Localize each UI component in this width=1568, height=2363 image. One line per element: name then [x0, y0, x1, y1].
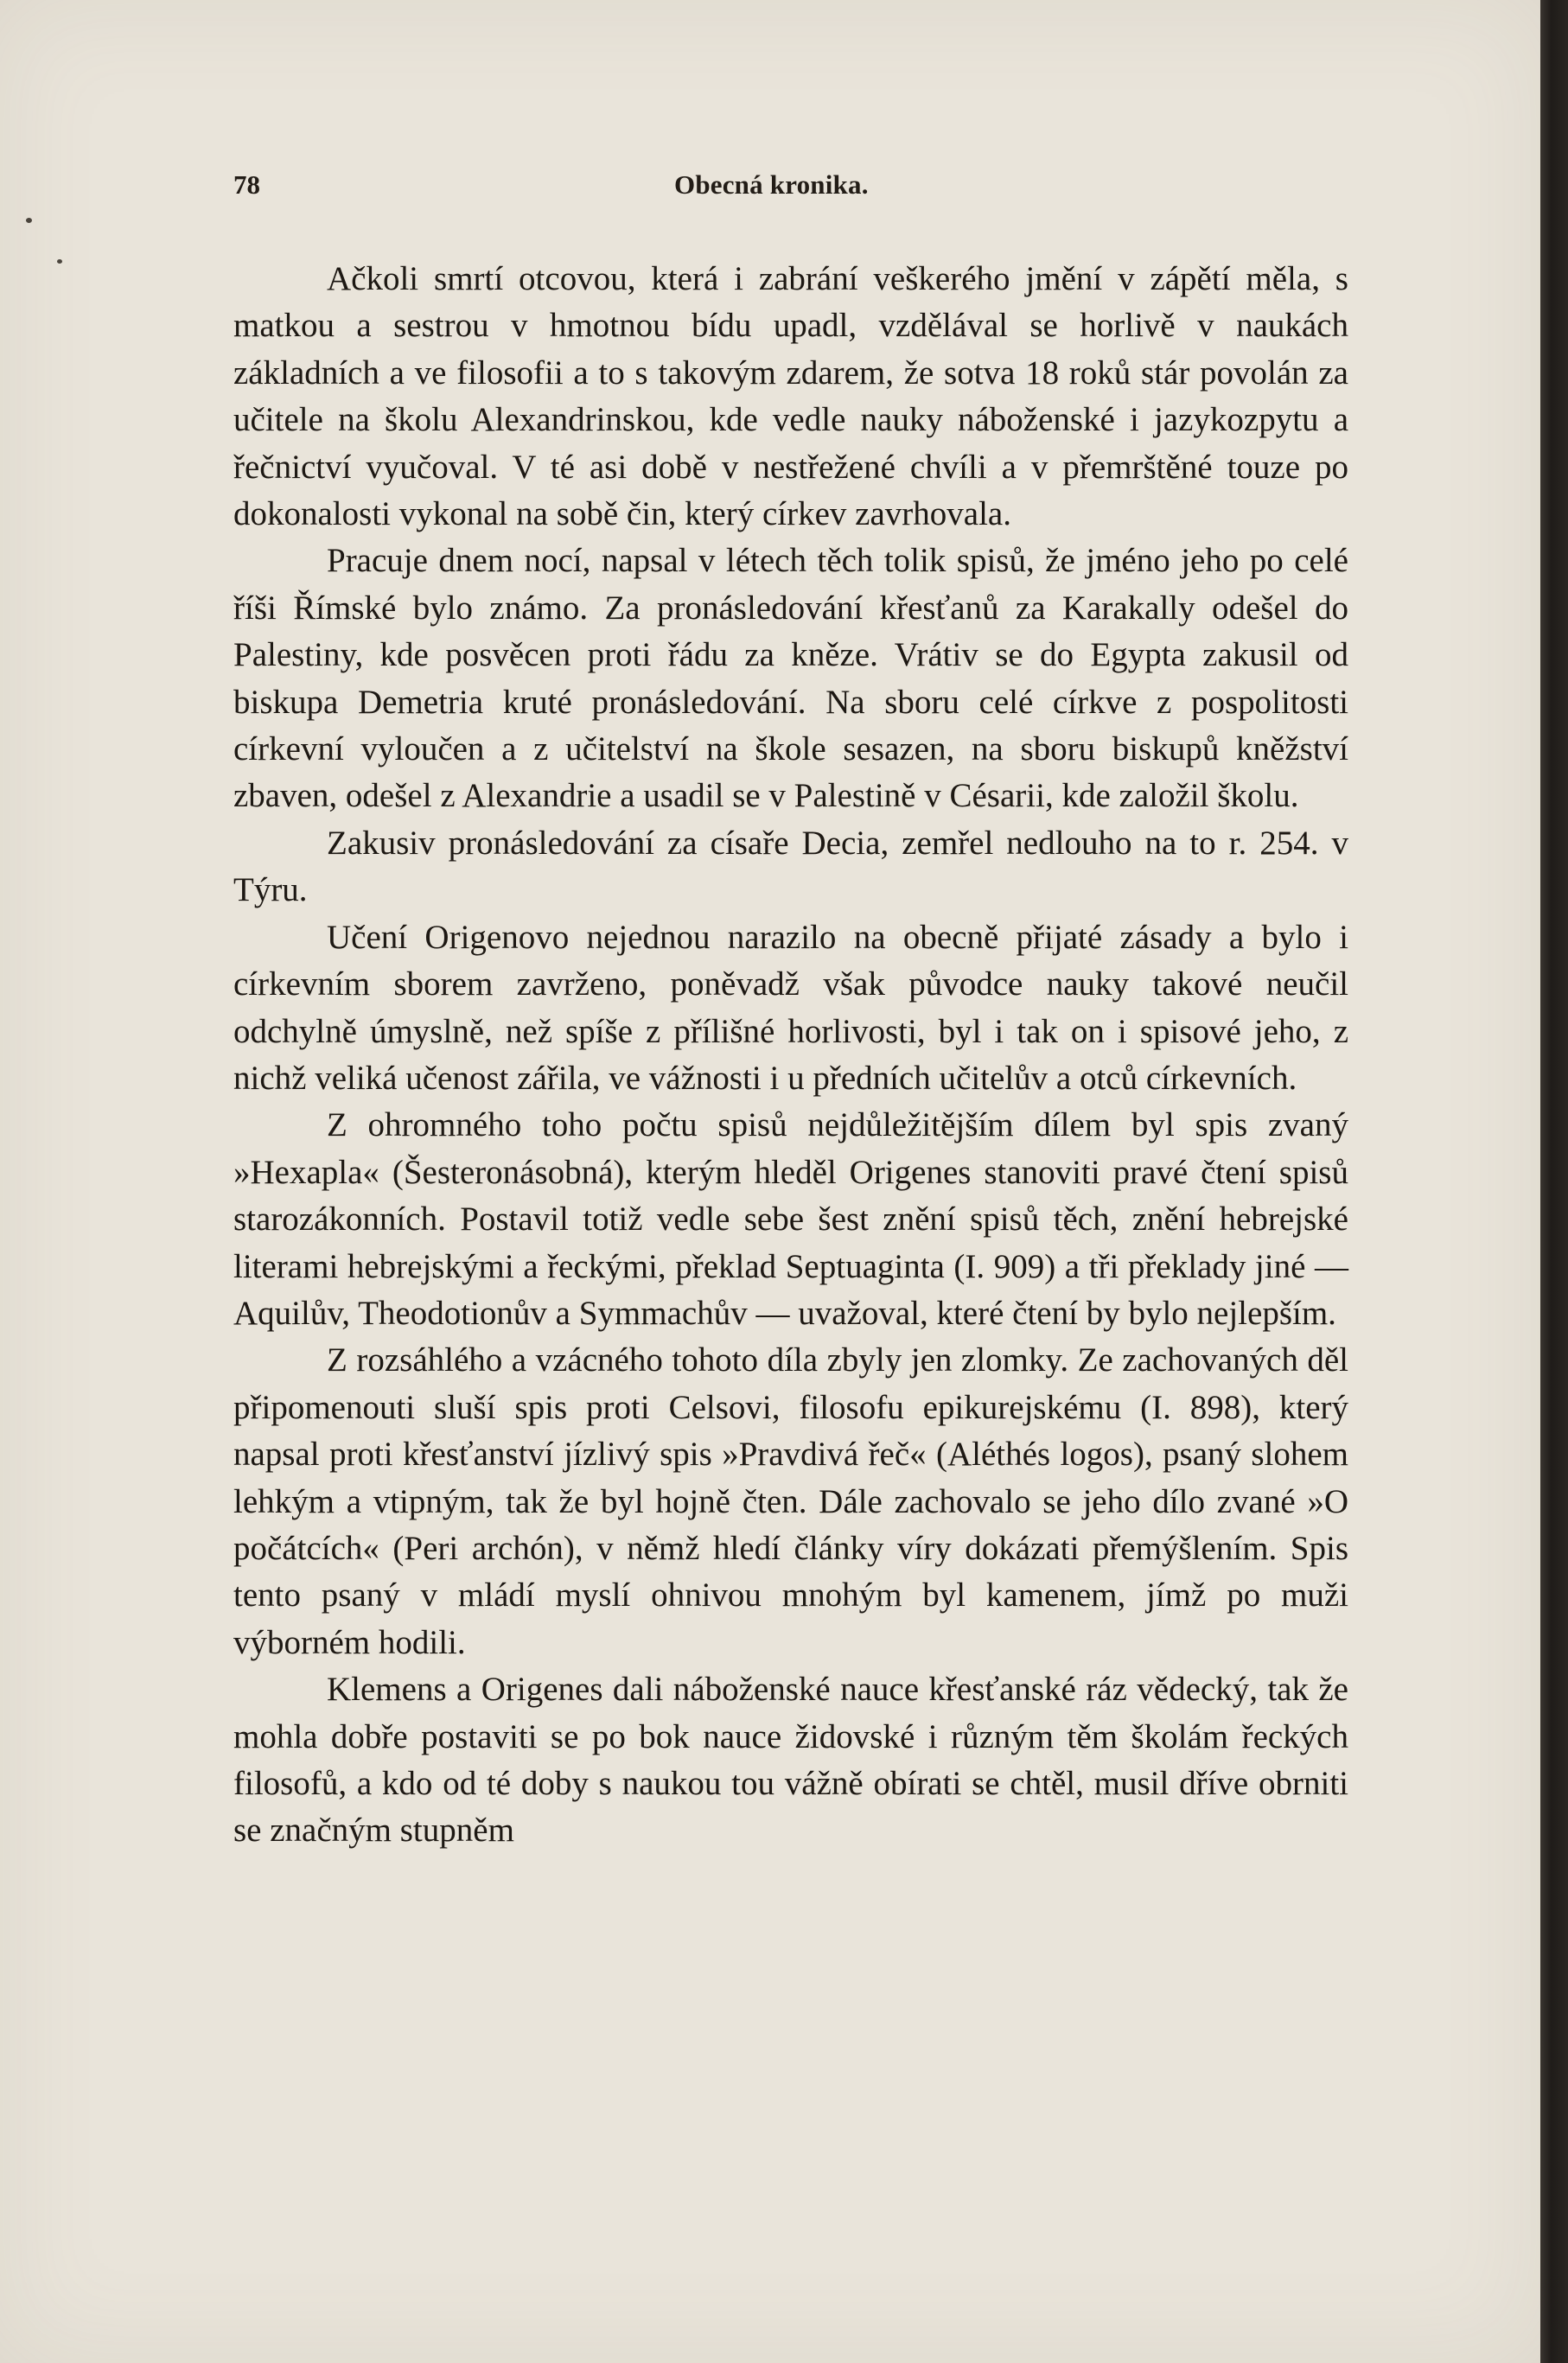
page-header: [233, 169, 1348, 207]
paragraph-1: Ačkoli smrtí otcovou, která i zabrání veškerého jmění v zápětí měla, s matkou a sestrou v hmotnou bídu upadl, vzdělával se horlivě v naukách základních a ve filosofii a to s takovým zdarem, že sotva 18 roků stár povolán za učitele na školu Alexandrinskou, kde vedle nauky náboženské i jazykozpytu a řečnictví vyučoval. V té asi době v nestřežené chvíli a v přemrštěné touze po dokonalosti vykonal na sobě čin, který církev zavrhovala.: [233, 260, 1348, 533]
paper-speck: [26, 218, 32, 223]
running-title: Obecná kronika.: [674, 169, 869, 200]
paragraph-3: Zakusiv pronásledování za císaře Decia, zemřel nedlouho na to r. 254. v Týru.: [233, 824, 1348, 909]
paragraph-2: Pracuje dnem nocí, napsal v létech těch tolik spisů, že jméno jeho po celé říši Římské bylo známo. Za pronásledování křesťanů za Karakally odešel do Palestiny, kde posvěcen proti řádu za kněze. Vrátiv se do Egypta zakusil od biskupa Demetria kruté pronásledování. Na sboru celé církve z pospolitosti církevní vyloučen a z učitelství na škole sesazen, na sboru biskupů kněžství zbaven, odešel z Alexandrie a usadil se v Palestině v Césarii, kde založil školu.: [233, 542, 1348, 815]
paragraph-4: Učení Origenovo nejednou narazilo na obecně přijaté zásady a bylo i církevním sborem zavrženo, poněvadž však původce nauky takové neučil odchylně úmyslně, než spíše z přílišné horlivosti, byl i tak on i spisové jeho, z nichž veliká učenost zářila, ve vážnosti i u předních učitelův a otců církevních.: [233, 918, 1348, 1097]
paragraph-6: Z rozsáhlého a vzácného tohoto díla zbyly jen zlomky. Ze zachovaných děl připomenouti sluší spis proti Celsovi, filosofu epikurejskému (I. 898), který napsal proti křesťanství jízlivý spis »Pravdivá řeč« (Aléthés logos), psaný slohem lehkým a vtipným, tak že byl hojně čten. Dále zachovalo se jeho dílo zvané »O počátcích« (Peri archón), v němž hledí články víry dokázati přemýšlením. Spis tento psaný v mládí myslí ohnivou mnohým byl kamenem, jímž po muži výborném hodili.: [233, 1341, 1348, 1661]
page-number: 78: [233, 169, 260, 200]
page-edge-shadow: [1540, 0, 1568, 2363]
paragraph-5: Z ohromného toho počtu spisů nejdůležitějším dílem byl spis zvaný »Hexapla« (Šesteronásobná), kterým hleděl Origenes stanoviti pravé čtení spisů starozákonních. Postavil totiž vedle sebe šest znění spisů těch, znění hebrejské literami hebrejskými a řeckými, překlad Septuaginta (I. 909) a tři překlady jiné — Aquilův, Theodotionův a Symmachův — uvažoval, které čtení by bylo nejlepším.: [233, 1106, 1348, 1332]
paragraph-7: Klemens a Origenes dali náboženské nauce křesťanské ráz vědecký, tak že mohla dobře postaviti se po bok nauce židovské i různým těm školám řeckých filosofů, a kdo od té doby s naukou tou vážně obírati se chtěl, musil dříve obrniti se značným stupněm: [233, 1671, 1348, 1850]
body-text: [233, 256, 1348, 1855]
paper-speck: [57, 259, 62, 264]
